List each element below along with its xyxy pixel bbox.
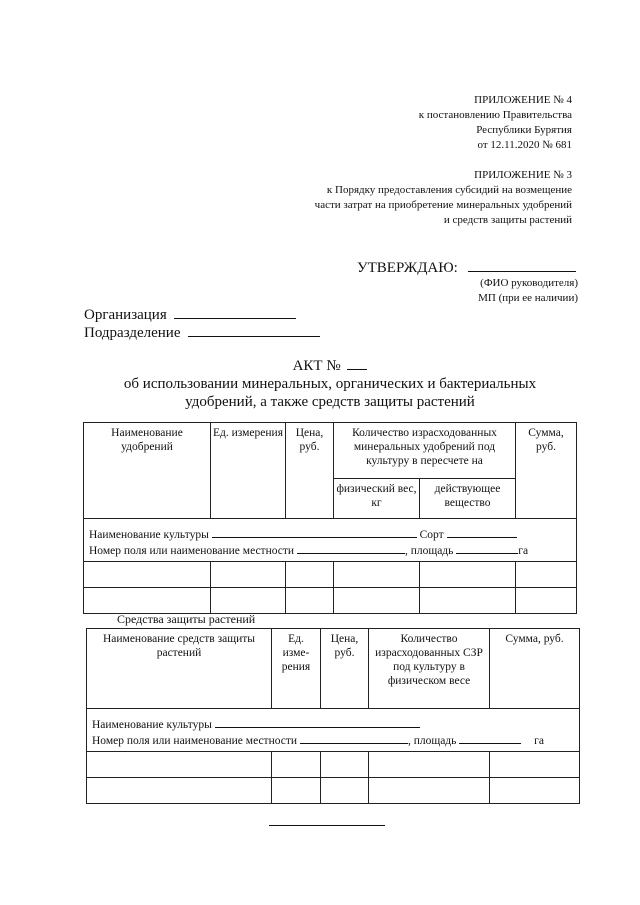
act-title	[80, 357, 580, 375]
table-cell[interactable]	[272, 778, 321, 804]
field-line[interactable]	[300, 732, 408, 744]
fio-note: (ФИО руководителя)	[480, 277, 578, 289]
appendix-3: ПРИЛОЖЕНИЕ № 3	[474, 169, 572, 181]
table-cell[interactable]	[211, 562, 286, 588]
sort-line[interactable]	[447, 526, 517, 538]
act-subtitle-2: удобрений, а также средств защиты растений	[185, 394, 475, 410]
appendix-3-block	[212, 168, 572, 228]
approve-signature-line	[468, 271, 576, 272]
crop-line[interactable]	[212, 526, 417, 538]
order-line-3: и средств защиты растений	[443, 214, 572, 226]
col-quantity: Количество израсходованных минеральных удобрений под культуру в пересчете на	[334, 423, 516, 479]
col-active-substance: действующее вещество	[420, 479, 516, 519]
mp-note: МП (при ее наличии)	[478, 292, 578, 304]
act-subtitle-1: об использовании минеральных, органических и бактериальных	[123, 376, 537, 392]
table-cell[interactable]	[369, 778, 490, 804]
division-label: Подразделение	[84, 325, 181, 341]
table-cell[interactable]	[87, 752, 272, 778]
header-block	[252, 93, 572, 153]
col-protection-name: Наименование средств защиты растений	[87, 629, 272, 709]
col-sum: Сумма, руб.	[490, 629, 580, 709]
date-line: от 12.11.2020 № 681	[477, 139, 572, 151]
organization-row	[84, 306, 384, 324]
act-number-line	[347, 369, 367, 370]
col-price: Цена, руб.	[286, 423, 334, 519]
table-cell[interactable]	[516, 588, 577, 614]
crop-label: Наименование культуры	[89, 529, 209, 541]
table-cell[interactable]	[84, 588, 211, 614]
table-cell[interactable]	[334, 588, 420, 614]
table-cell[interactable]	[211, 588, 286, 614]
order-line-2: части затрат на приобретение минеральных удобрений	[314, 199, 572, 211]
approve-notes	[378, 276, 578, 306]
crop-info-cell	[84, 519, 577, 562]
table-cell[interactable]	[87, 778, 272, 804]
approve-row	[357, 259, 587, 277]
plant-protection-title: Средства защиты растений	[117, 612, 256, 626]
act-number-label: АКТ №	[292, 358, 341, 374]
bottom-divider	[269, 825, 385, 826]
table-cell[interactable]	[286, 588, 334, 614]
division-line	[188, 336, 320, 337]
col-unit: Ед. измерения	[211, 423, 286, 519]
crop-label: Наименование культуры	[92, 719, 212, 731]
col-physical-weight: физический вес, кг	[334, 479, 420, 519]
crop-line[interactable]	[215, 716, 420, 728]
order-line-1: к Порядку предоставления субсидий на возмещение	[326, 184, 572, 196]
table-cell[interactable]	[334, 562, 420, 588]
field-label: Номер поля или наименование местности	[92, 735, 298, 747]
area-line[interactable]	[459, 732, 521, 744]
table-cell[interactable]	[321, 778, 369, 804]
col-quantity: Количество израсходованных СЗР под культуру в физическом весе	[369, 629, 490, 709]
table-cell[interactable]	[420, 588, 516, 614]
area-line[interactable]	[456, 542, 518, 554]
field-line[interactable]	[297, 542, 405, 554]
table-cell[interactable]	[272, 752, 321, 778]
table-cell[interactable]	[490, 778, 580, 804]
area-label: , площадь	[407, 735, 457, 747]
table-cell[interactable]	[490, 752, 580, 778]
col-fertilizer-name: Наименование удобрений	[84, 423, 211, 519]
table-cell[interactable]	[516, 562, 577, 588]
table-cell[interactable]	[321, 752, 369, 778]
table-cell[interactable]	[84, 562, 211, 588]
division-row	[84, 324, 384, 342]
to-resolution: к постановлению Правительства	[418, 109, 572, 121]
col-price: Цена, руб.	[321, 629, 369, 709]
fertilizers-table	[83, 422, 577, 614]
sort-label: Сорт	[419, 529, 444, 541]
crop-info-cell	[87, 709, 580, 752]
plant-protection-table	[86, 628, 580, 804]
col-sum: Сумма, руб.	[516, 423, 577, 519]
table-cell[interactable]	[420, 562, 516, 588]
area-label: , площадь	[404, 545, 454, 557]
ha-label: га	[534, 735, 544, 747]
republic: Республики Бурятия	[476, 124, 572, 136]
organization-label: Организация	[84, 307, 167, 323]
organization-line	[174, 318, 296, 319]
table-cell[interactable]	[369, 752, 490, 778]
table-cell[interactable]	[286, 562, 334, 588]
ha-label: га	[518, 545, 529, 557]
approve-label: УТВЕРЖДАЮ:	[357, 260, 458, 276]
col-unit: Ед. изме-рения	[272, 629, 321, 709]
appendix-4: ПРИЛОЖЕНИЕ № 4	[474, 94, 572, 106]
field-label: Номер поля или наименование местности	[89, 545, 295, 557]
